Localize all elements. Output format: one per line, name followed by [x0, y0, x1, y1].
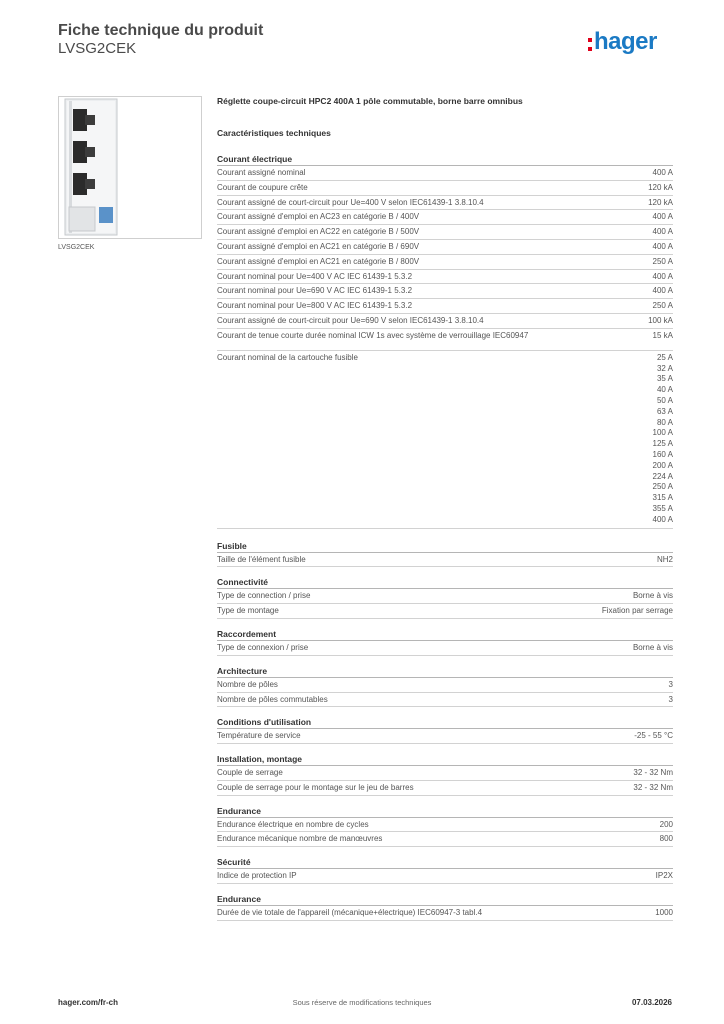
- section-title: Raccordement: [217, 628, 673, 641]
- tech-characteristics-title: Caractéristiques techniques: [217, 128, 331, 138]
- spec-value: 100 A: [652, 428, 673, 438]
- spec-value: Borne à vis: [632, 642, 673, 652]
- spec-row: [217, 869, 673, 884]
- product-image: [58, 96, 202, 239]
- spec-row: [217, 553, 673, 568]
- spec-label: Courant assigné de court-circuit pour Ue=690 V selon IEC61439-1 3.8.10.4: [217, 315, 484, 325]
- spec-value: 120 kA: [648, 197, 673, 207]
- spec-label: Nombre de pôles: [217, 679, 278, 689]
- spec-value: 35 A: [656, 374, 673, 384]
- spec-row: [217, 270, 673, 285]
- spec-value: 100 kA: [648, 315, 673, 325]
- spec-value: 250 A: [652, 301, 673, 311]
- spec-label: Indice de protection IP: [217, 871, 297, 881]
- spec-row: [217, 240, 673, 255]
- spec-value: 400 A: [652, 168, 673, 177]
- spec-label: Type de connection / prise: [217, 591, 311, 601]
- spec-value: IP2X: [655, 871, 673, 881]
- spec-value: 125 A: [652, 439, 673, 449]
- logo-text: hager: [594, 28, 657, 55]
- spec-value: 15 kA: [652, 330, 673, 340]
- spec-value: 80 A: [656, 417, 673, 427]
- spec-row: [217, 641, 673, 656]
- spec-label: Endurance mécanique nombre de manœuvres: [217, 834, 383, 844]
- spec-row: [217, 210, 673, 225]
- spec-label: Nombre de pôles commutables: [217, 694, 328, 704]
- section-installation-montage: [217, 753, 673, 796]
- spec-label: Courant assigné d'emploi en AC22 en catégorie B / 500V: [217, 227, 420, 237]
- spec-label: Durée de vie totale de l'appareil (mécanique+électrique) IEC60947-3 tabl.4: [217, 908, 483, 918]
- spec-label: Courant assigné de court-circuit pour Ue=400 V selon IEC61439-1 3.8.10.4: [217, 197, 484, 207]
- spec-label: Courant nominal pour Ue=800 V AC IEC 61439-1 5.3.2: [217, 301, 413, 311]
- spec-value: Borne à vis: [632, 591, 673, 601]
- spec-label: Courant de coupure crête: [217, 182, 308, 192]
- spec-value: 400 A: [652, 271, 673, 281]
- section-raccordement: [217, 628, 673, 656]
- spec-value: -25 - 55 °C: [634, 731, 673, 741]
- section-fusible: [217, 540, 673, 568]
- spec-value: 32 - 32 Nm: [633, 768, 673, 778]
- spec-row: [217, 225, 673, 240]
- spec-row: [217, 299, 673, 314]
- spec-value: 3: [668, 694, 673, 704]
- product-code: LVSG2CEK: [58, 40, 137, 57]
- spec-row: [217, 181, 673, 196]
- spec-value: 224 A: [652, 471, 673, 481]
- spec-label: Couple de serrage: [217, 768, 283, 778]
- spec-value: 25 A: [656, 352, 673, 362]
- spec-value: Fixation par serrage: [601, 606, 673, 616]
- section-title: Endurance: [217, 893, 673, 906]
- spec-row: [217, 906, 673, 921]
- spec-label: Courant assigné nominal: [217, 168, 306, 177]
- spec-label: Taille de l'élément fusible: [217, 554, 306, 564]
- spec-value: 40 A: [656, 385, 673, 395]
- product-image-caption: LVSG2CEK: [58, 244, 95, 251]
- spec-value: 120 kA: [648, 182, 673, 192]
- spec-value: 400 A: [652, 227, 673, 237]
- spec-value: 160 A: [652, 449, 673, 459]
- section-connectivite: [217, 576, 673, 619]
- spec-value: 355 A: [652, 503, 673, 513]
- spec-label: Endurance électrique en nombre de cycles: [217, 819, 369, 829]
- spec-row: [217, 781, 673, 796]
- section-title: Architecture: [217, 665, 673, 678]
- section-title: Sécurité: [217, 856, 673, 869]
- spec-value: 200: [659, 819, 673, 829]
- spec-value: 800: [659, 834, 673, 844]
- spec-row-multi: [217, 351, 673, 529]
- spec-value: 315 A: [652, 493, 673, 503]
- logo-mark-icon: [588, 38, 592, 51]
- section-title: Fusible: [217, 540, 673, 553]
- section-title: Courant électrique: [217, 153, 673, 166]
- spec-value: 250 A: [652, 256, 673, 266]
- page-title: Fiche technique du produit: [58, 22, 264, 39]
- spec-row: [217, 329, 673, 351]
- section-title: Connectivité: [217, 576, 673, 589]
- spec-value: 250 A: [652, 482, 673, 492]
- spec-label: Courant nominal pour Ue=400 V AC IEC 61439-1 5.3.2: [217, 271, 413, 281]
- spec-value: 63 A: [656, 406, 673, 416]
- section-architecture: [217, 665, 673, 708]
- section-courant-electrique: [217, 153, 673, 529]
- footer-note: Sous réserve de modifications techniques: [292, 998, 432, 1007]
- section-endurance-lifetime: [217, 893, 673, 921]
- spec-value: 400 A: [652, 212, 673, 222]
- spec-label: Type de connexion / prise: [217, 642, 309, 652]
- spec-value: 32 - 32 Nm: [633, 782, 673, 792]
- spec-label: Couple de serrage pour le montage sur le jeu de barres: [217, 782, 414, 792]
- spec-row: [217, 832, 673, 847]
- spec-row: [217, 693, 673, 708]
- spec-row: [217, 255, 673, 270]
- spec-row: [217, 166, 673, 181]
- spec-value: 1000: [655, 908, 673, 918]
- spec-label: Courant de tenue courte durée nominal ICW 1s avec système de verrouillage IEC60947: [217, 330, 529, 340]
- section-title: Installation, montage: [217, 753, 673, 766]
- spec-value: 400 A: [652, 286, 673, 296]
- spec-label: Type de montage: [217, 606, 279, 616]
- spec-value: 50 A: [656, 395, 673, 405]
- spec-value-list: [653, 353, 673, 528]
- spec-row: [217, 589, 673, 604]
- section-conditions-utilisation: [217, 716, 673, 744]
- section-securite: [217, 856, 673, 884]
- spec-label: Courant nominal de la cartouche fusible: [217, 352, 358, 362]
- spec-value: 400 A: [652, 514, 673, 524]
- spec-value: NH2: [656, 554, 673, 564]
- spec-row: [217, 818, 673, 833]
- spec-row: [217, 729, 673, 744]
- footer-date: 07.03.2026: [631, 998, 672, 1007]
- spec-row: [217, 314, 673, 329]
- spec-value: 32 A: [656, 363, 673, 373]
- spec-value: 200 A: [652, 460, 673, 470]
- spec-row: [217, 766, 673, 781]
- spec-value: 400 A: [652, 241, 673, 251]
- spec-row: [217, 196, 673, 211]
- section-title: Conditions d'utilisation: [217, 716, 673, 729]
- fuse-switch-icon: [59, 97, 201, 238]
- hager-logo: [588, 28, 657, 56]
- product-description: Réglette coupe-circuit HPC2 400A 1 pôle commutable, borne barre omnibus: [217, 96, 523, 106]
- footer-website-link[interactable]: hager.com/fr-ch: [58, 998, 119, 1007]
- spec-value: 3: [668, 679, 673, 689]
- spec-label: Courant nominal pour Ue=690 V AC IEC 61439-1 5.3.2: [217, 286, 413, 296]
- spec-label: Courant assigné d'emploi en AC21 en catégorie B / 800V: [217, 256, 420, 266]
- spec-label: Courant assigné d'emploi en AC21 en catégorie B / 690V: [217, 241, 420, 251]
- spec-row: [217, 604, 673, 619]
- spec-label: Température de service: [217, 731, 301, 741]
- section-endurance: [217, 805, 673, 848]
- spec-row: [217, 678, 673, 693]
- spec-label: Courant assigné d'emploi en AC23 en catégorie B / 400V: [217, 212, 420, 222]
- specifications: [217, 96, 673, 921]
- section-title: Endurance: [217, 805, 673, 818]
- spec-row: [217, 284, 673, 299]
